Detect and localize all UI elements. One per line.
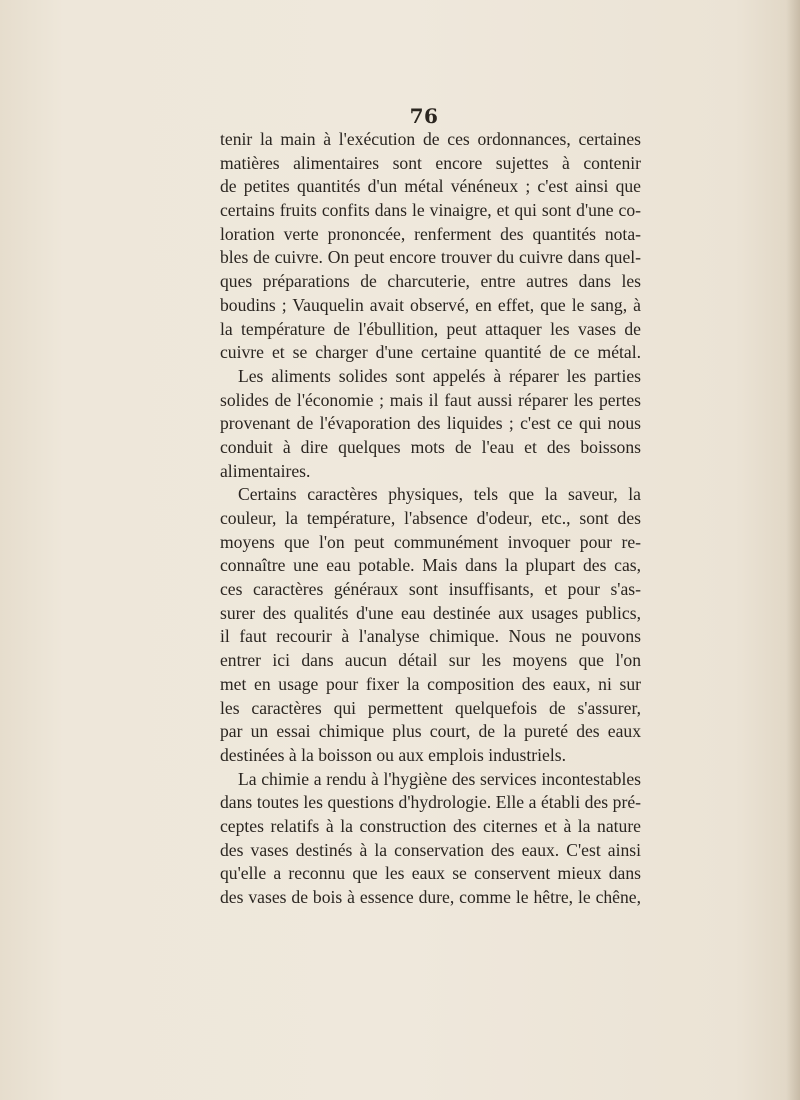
text-line: des vases destinés à la conservation des eaux. C'est ainsi xyxy=(220,839,641,860)
text-line: conduit à dire quelques mots de l'eau et des boissons xyxy=(220,436,641,457)
text-line: par un essai chimique plus court, de la pureté des eaux xyxy=(220,721,641,742)
text-line: Certains caractères physiques, tels que la saveur, la xyxy=(238,484,641,505)
text-line: les caractères qui permettent quelquefois de s'assurer, xyxy=(220,697,641,718)
text-line: La chimie a rendu à l'hygiène des services incontestables xyxy=(238,768,641,789)
text-line: surer des qualités d'une eau destinée aux usages publics, xyxy=(220,602,641,623)
text-line: qu'elle a reconnu que les eaux se conservent mieux dans xyxy=(220,863,641,884)
text-line: alimentaires. xyxy=(220,460,311,481)
text-line: entrer ici dans aucun détail sur les moyens que l'on xyxy=(220,650,641,671)
paragraph xyxy=(220,128,641,365)
page-number: 76 xyxy=(409,104,439,128)
text-line: des vases de bois à essence dure, comme le hêtre, le chêne, xyxy=(220,887,641,907)
text-line: de petites quantités d'un métal vénéneux ; c'est ainsi que xyxy=(220,176,641,197)
text-line: provenant de l'évaporation des liquides ; c'est ce qui nous xyxy=(220,413,641,434)
page-edge-shadow xyxy=(786,0,800,1100)
text-line: bles de cuivre. On peut encore trouver du cuivre dans quel- xyxy=(220,247,641,268)
text-line: connaître une eau potable. Mais dans la plupart des cas, xyxy=(220,555,641,576)
text-line: dans toutes les questions d'hydrologie. Elle a établi des pré- xyxy=(220,792,641,813)
paragraph xyxy=(220,365,641,483)
text-line: solides de l'économie ; mais il faut aussi réparer les pertes xyxy=(220,389,641,410)
text-line: matières alimentaires sont encore sujettes à contenir xyxy=(220,152,641,173)
text-line: ceptes relatifs à la construction des citernes et à la nature xyxy=(220,815,641,836)
text-line: met en usage pour fixer la composition des eaux, ni sur xyxy=(220,673,641,694)
text-line: cuivre et se charger d'une certaine quantité de ce métal. xyxy=(220,342,641,363)
text-line: il faut recourir à l'analyse chimique. Nous ne pouvons xyxy=(220,626,641,647)
body-text xyxy=(220,128,641,910)
text-line: la température de l'ébullition, peut attaquer les vases de xyxy=(220,318,641,339)
text-line: boudins ; Vauquelin avait observé, en effet, que le sang, à xyxy=(220,294,641,315)
text-line: ques préparations de charcuterie, entre autres dans les xyxy=(220,271,641,292)
text-line: destinées à la boisson ou aux emplois industriels. xyxy=(220,744,566,765)
text-line: certains fruits confits dans le vinaigre, et qui sont d'une co- xyxy=(220,200,641,221)
paragraph xyxy=(220,768,641,910)
text-line: ces caractères généraux sont insuffisants, et pour s'as- xyxy=(220,579,641,600)
text-line: Les aliments solides sont appelés à réparer les parties xyxy=(238,365,641,386)
paragraph xyxy=(220,483,641,767)
text-line: loration verte prononcée, renferment des quantités nota- xyxy=(220,223,641,244)
text-line: couleur, la température, l'absence d'odeur, etc., sont des xyxy=(220,508,641,528)
text-line: moyens que l'on peut communément invoquer pour re- xyxy=(220,531,641,552)
text-line: tenir la main à l'exécution de ces ordonnances, certaines xyxy=(220,129,641,149)
